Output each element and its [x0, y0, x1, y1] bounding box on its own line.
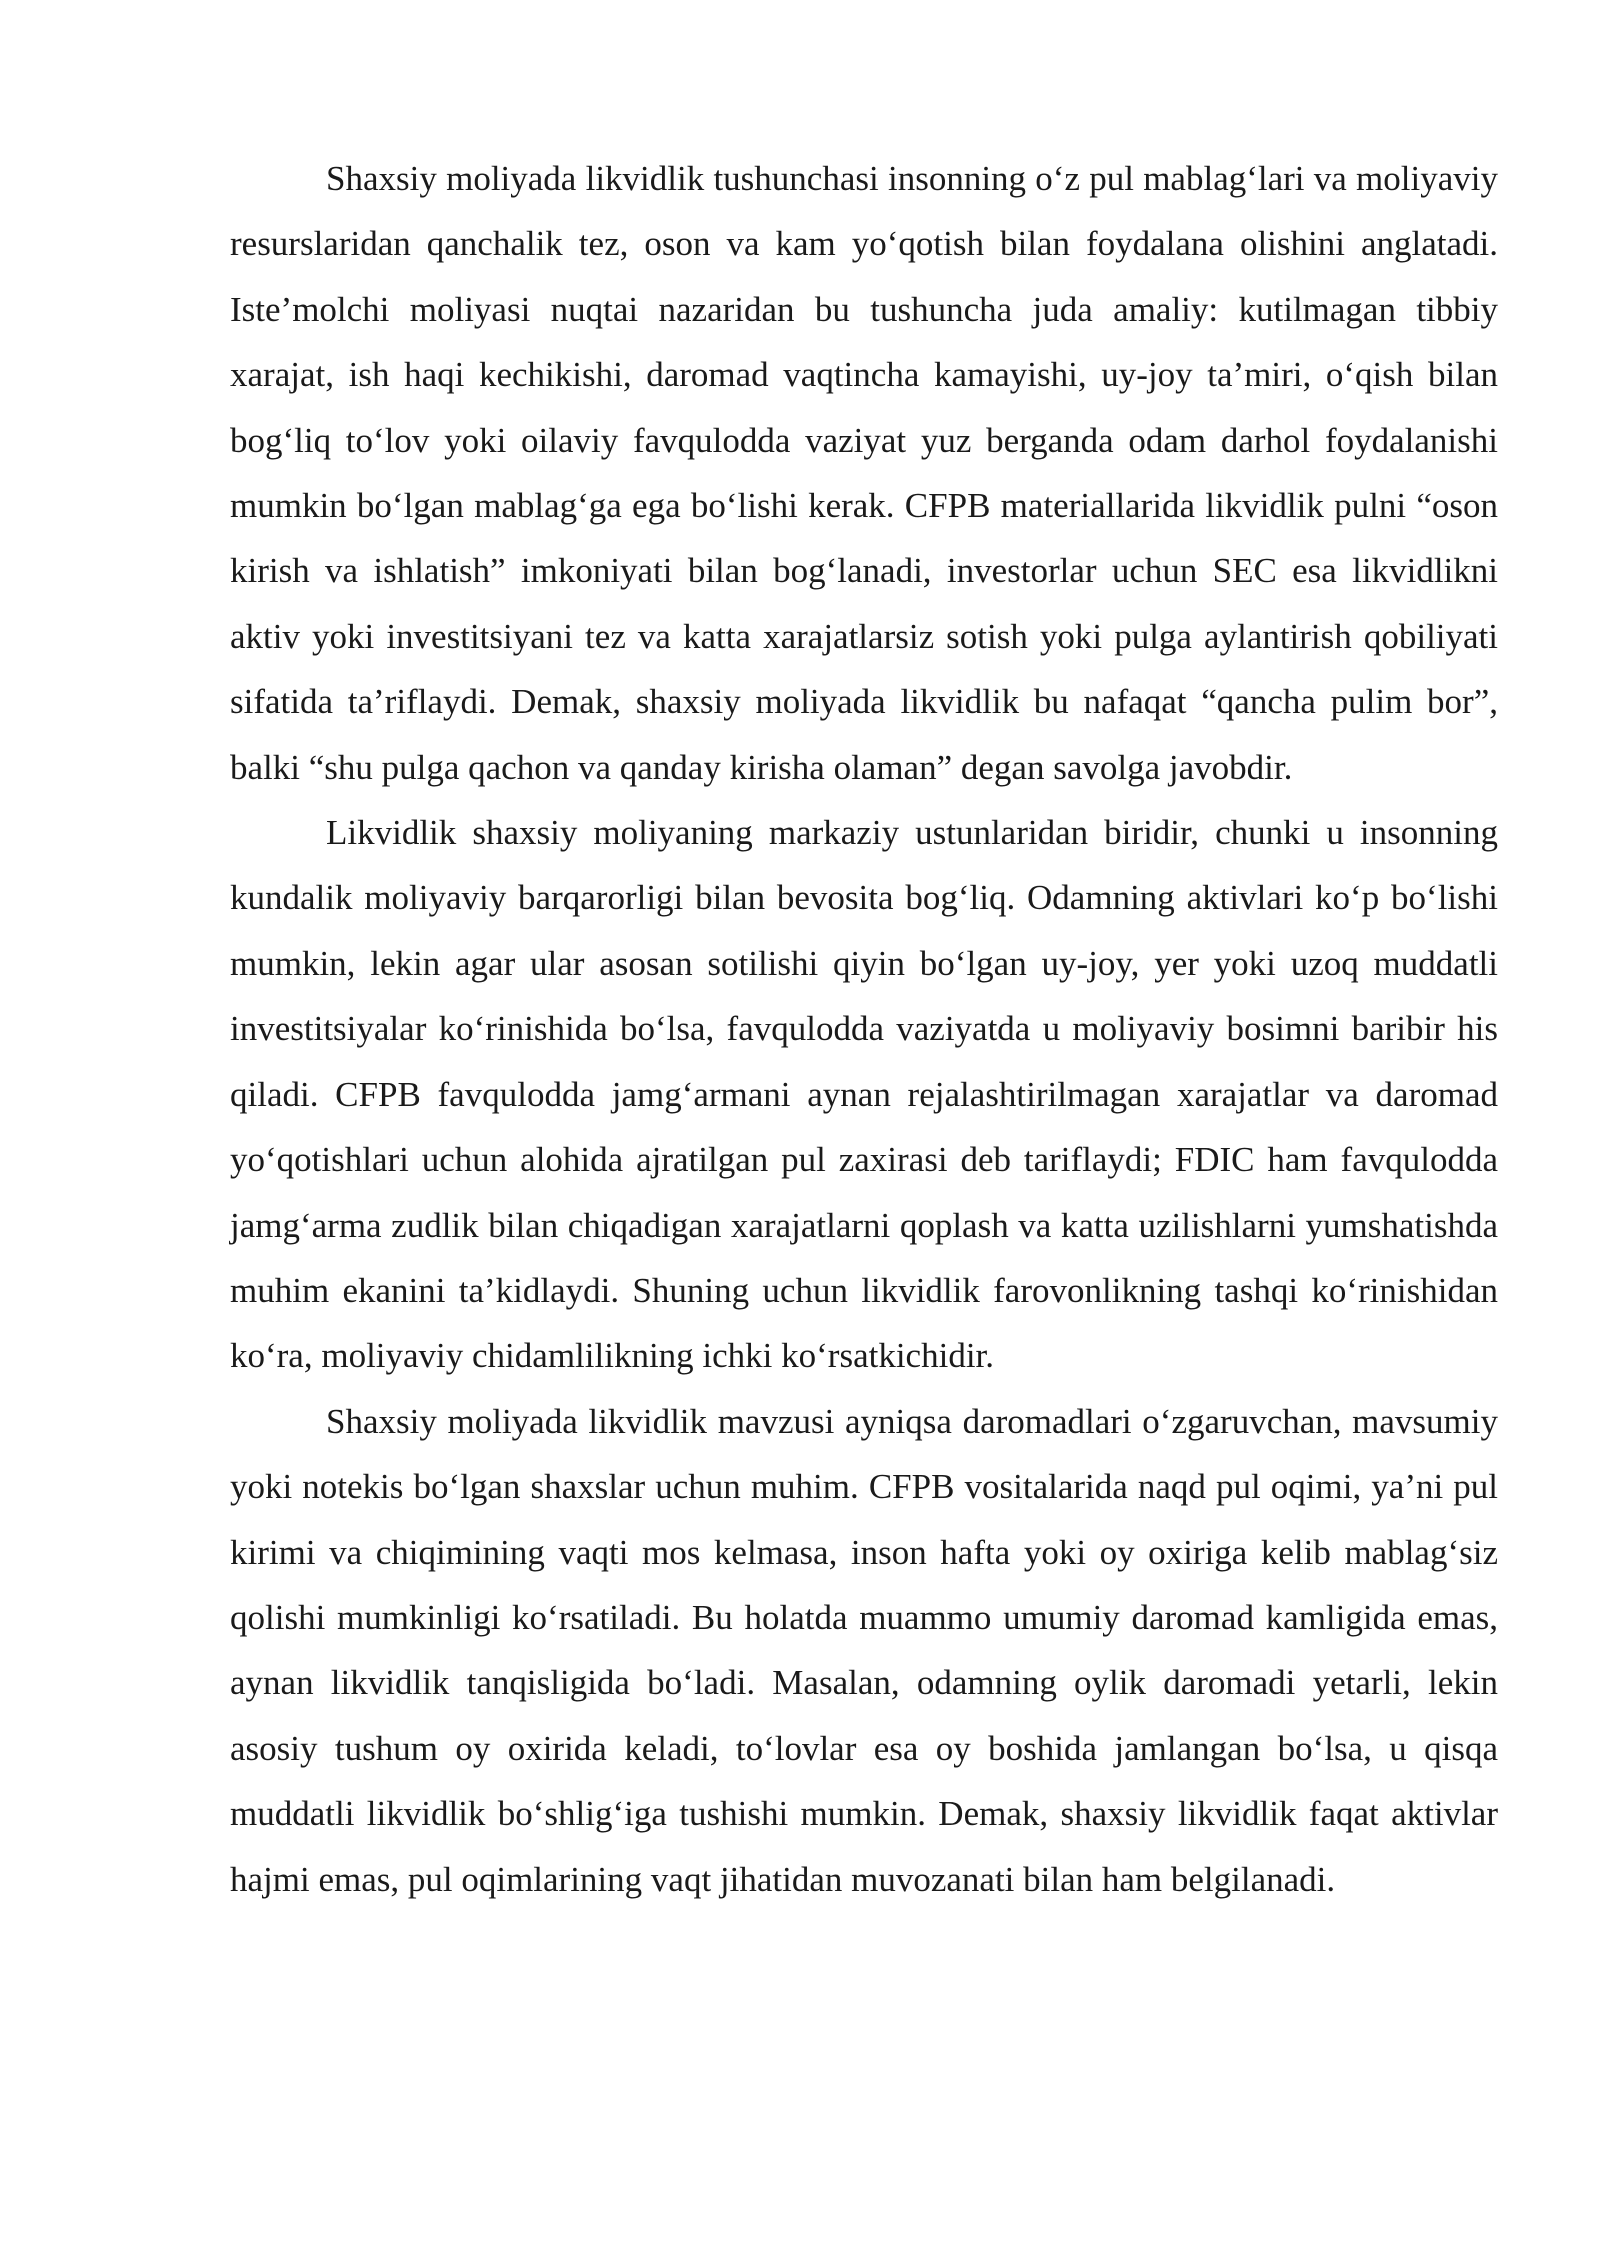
paragraph-liquidity-definition: Shaxsiy moliyada likvidlik tushunchasi insonning o‘z pul mablag‘lari va moliyaviy resurslaridan qanchalik tez, oson va kam yo‘qotish bilan foydalana olishini anglatadi. Iste’molchi moliyasi nuqtai nazaridan bu tushuncha juda amaliy: kutilmagan tibbiy xarajat, ish haqi kechikishi, daromad vaqtincha kamayishi, uy-joy ta’miri, o‘qish bilan bog‘liq to‘lov yoki oilaviy favqulodda vaziyat yuz berganda odam darhol foydalanishi mumkin bo‘lgan mablag‘ga ega bo‘lishi kerak. CFPB materiallarida likvidlik pulni “oson kirish va ishlatish” imkoniyati bilan bog‘lanadi, investorlar uchun SEC esa likvidlikni aktiv yoki investitsiyani tez va katta xarajatlarsiz sotish yoki pulga aylantirish qobiliyati sifatida ta’riflaydi. Demak, shaxsiy moliyada likvidlik bu nafaqat “qancha pulim bor”, balki “shu pulga qachon va qanday kirisha olaman” degan savolga javobdir. [230, 159, 1498, 787]
document-body [230, 146, 1498, 1912]
paragraph-cash-flow-timing: Shaxsiy moliyada likvidlik mavzusi ayniqsa daromadlari o‘zgaruvchan, mavsumiy yoki notekis bo‘lgan shaxslar uchun muhim. CFPB vositalarida naqd pul oqimi, ya’ni pul kirimi va chiqimining vaqti mos kelmasa, inson hafta yoki oy oxiriga kelib mablag‘siz qolishi mumkinligi ko‘rsatiladi. Bu holatda muammo umumiy daromad kamligida emas, aynan likvidlik tanqisligida bo‘ladi. Masalan, odamning oylik daromadi yetarli, lekin asosiy tushum oy oxirida keladi, to‘lovlar esa oy boshida jamlangan bo‘lsa, u qisqa muddatli likvidlik bo‘shlig‘iga tushishi mumkin. Demak, shaxsiy likvidlik faqat aktivlar hajmi emas, pul oqimlarining vaqt jihatidan muvozanati bilan ham belgilanadi. [230, 1401, 1498, 1899]
paragraph-liquidity-importance: Likvidlik shaxsiy moliyaning markaziy ustunlaridan biridir, chunki u insonning kundalik moliyaviy barqarorligi bilan bevosita bog‘liq. Odamning aktivlari ko‘p bo‘lishi mumkin, lekin agar ular asosan sotilishi qiyin bo‘lgan uy-joy, yer yoki uzoq muddatli investitsiyalar ko‘rinishida bo‘lsa, favqulodda vaziyatda u moliyaviy bosimni baribir his qiladi. CFPB favqulodda jamg‘armani aynan rejalashtirilmagan xarajatlar va daromad yo‘qotishlari uchun alohida ajratilgan pul zaxirasi deb tariflaydi; FDIC ham favqulodda jamg‘arma zudlik bilan chiqadigan xarajatlarni qoplash va katta uzilishlarni yumshatishda muhim ekanini ta’kidlaydi. Shuning uchun likvidlik farovonlikning tashqi ko‘rinishidan ko‘ra, moliyaviy chidamlilikning ichki ko‘rsatkichidir. [230, 813, 1498, 1376]
